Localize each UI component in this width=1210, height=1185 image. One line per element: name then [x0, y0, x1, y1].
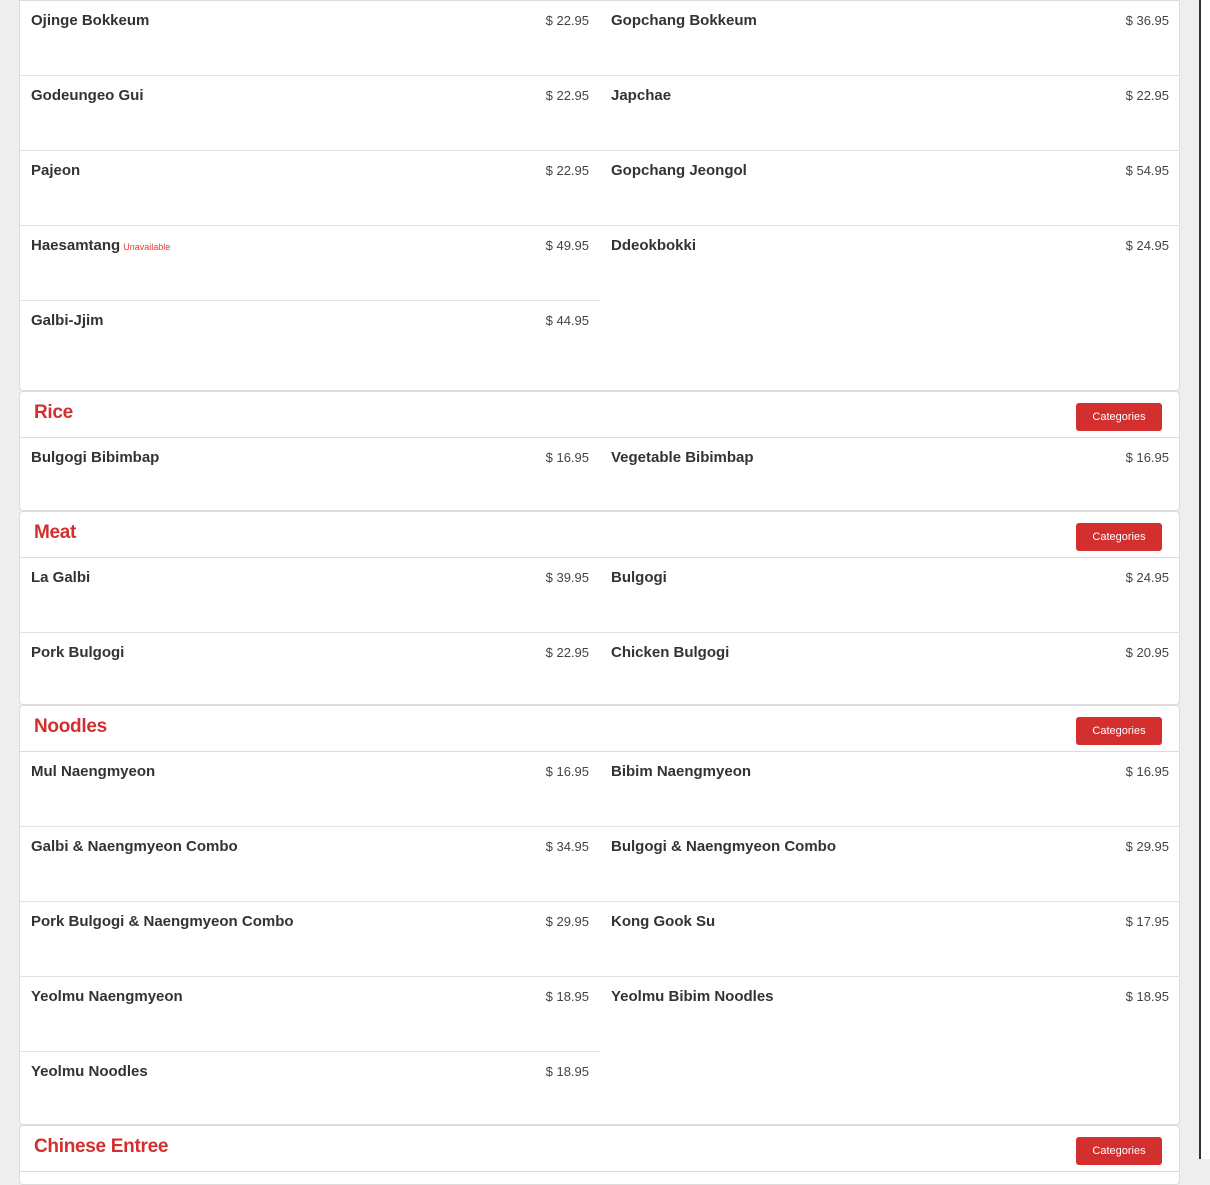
- item-name: [611, 162, 747, 179]
- page-right-margin: [1201, 0, 1210, 1159]
- item-name: [611, 838, 836, 855]
- item-price: $ 18.95: [545, 989, 589, 1004]
- item-name: [611, 12, 757, 29]
- item-name-text: Ojinge Bokkeum: [31, 12, 150, 29]
- item-price: $ 17.95: [1125, 914, 1169, 929]
- item-name: [611, 569, 667, 586]
- categories-button[interactable]: Categories: [1076, 1137, 1162, 1165]
- item-name: [31, 988, 183, 1005]
- categories-button[interactable]: Categories: [1076, 523, 1162, 551]
- menu-item[interactable]: [600, 1, 1180, 76]
- item-price: $ 22.95: [545, 163, 589, 178]
- item-price: $ 49.95: [545, 238, 589, 253]
- item-name-text: Bibim Naengmyeon: [611, 763, 752, 780]
- section-title: Rice: [34, 402, 73, 423]
- item-price: $ 18.95: [545, 1064, 589, 1079]
- item-name-text: Kong Gook Su: [611, 913, 716, 930]
- menu-section-chinese-entree: [19, 1125, 1180, 1185]
- item-name: [31, 449, 159, 466]
- item-name-text: Vegetable Bibimbap: [611, 449, 754, 466]
- menu-item[interactable]: [600, 827, 1180, 902]
- item-name-text: Gopchang Bokkeum: [611, 12, 757, 29]
- item-name: [611, 449, 754, 466]
- menu-item[interactable]: [20, 226, 600, 301]
- item-name: [31, 312, 104, 329]
- section-title: Meat: [34, 522, 77, 543]
- item-price: $ 22.95: [1125, 88, 1169, 103]
- item-price: $ 29.95: [1125, 839, 1169, 854]
- item-name-text: Bulgogi: [611, 569, 667, 586]
- section-title: Chinese Entree: [34, 1136, 169, 1157]
- item-name: [31, 12, 149, 29]
- item-price: $ 22.95: [545, 13, 589, 28]
- item-name: [31, 237, 170, 254]
- menu-item[interactable]: [20, 633, 600, 708]
- item-price: $ 54.95: [1125, 163, 1169, 178]
- item-price: $ 29.95: [545, 914, 589, 929]
- menu-item[interactable]: [600, 558, 1180, 633]
- item-price: $ 44.95: [545, 313, 589, 328]
- section-header: [20, 706, 1179, 752]
- item-name: [31, 838, 238, 855]
- menu-item[interactable]: [20, 977, 600, 1052]
- item-name: [31, 913, 294, 930]
- item-name: [31, 569, 90, 586]
- item-name-text: Pork Bulgogi: [31, 644, 125, 661]
- item-name-text: Yeolmu Naengmyeon: [31, 988, 183, 1005]
- menu-item[interactable]: [20, 76, 600, 151]
- item-name: [31, 644, 124, 661]
- item-name-text: Ddeokbokki: [611, 237, 697, 254]
- item-price: $ 16.95: [1125, 764, 1169, 779]
- item-name-text: Pajeon: [31, 162, 81, 179]
- item-name-text: Bulgogi & Naengmyeon Combo: [611, 838, 836, 855]
- item-name-text: Chicken Bulgogi: [611, 644, 730, 661]
- menu-item[interactable]: [20, 1052, 600, 1127]
- item-name-text: Godeungeo Gui: [31, 87, 144, 104]
- menu-item[interactable]: [600, 438, 1180, 513]
- menu-item[interactable]: [600, 76, 1180, 151]
- item-name: [611, 87, 671, 104]
- item-name: [31, 162, 80, 179]
- item-name-text: Japchae: [611, 87, 672, 104]
- item-name-text: Galbi-Jjim: [31, 312, 104, 329]
- item-name: [611, 644, 729, 661]
- item-name-text: Yeolmu Bibim Noodles: [611, 988, 774, 1005]
- item-name-text: Bulgogi Bibimbap: [31, 449, 160, 466]
- menu-item[interactable]: [600, 977, 1180, 1052]
- unavailable-badge: Unavailable: [123, 242, 171, 252]
- menu-item[interactable]: [20, 902, 600, 977]
- item-price: $ 16.95: [545, 764, 589, 779]
- item-name-text: Galbi & Naengmyeon Combo: [31, 838, 238, 855]
- item-name: [611, 237, 696, 254]
- menu-section-meat: [19, 511, 1180, 705]
- item-price: $ 34.95: [545, 839, 589, 854]
- menu-section-rice: [19, 391, 1180, 511]
- menu-item[interactable]: [20, 438, 600, 513]
- item-price: $ 16.95: [1125, 450, 1169, 465]
- item-price: $ 36.95: [1125, 13, 1169, 28]
- menu-item[interactable]: [600, 752, 1180, 827]
- menu-item[interactable]: [600, 226, 1180, 301]
- item-name: [611, 763, 751, 780]
- item-name-text: Gopchang Jeongol: [611, 162, 747, 179]
- item-name: [611, 913, 715, 930]
- item-name: [31, 87, 144, 104]
- item-price: $ 18.95: [1125, 989, 1169, 1004]
- item-name-text: Pork Bulgogi & Naengmyeon Combo: [31, 913, 294, 930]
- menu-section-noodles: [19, 705, 1180, 1125]
- item-name: [611, 988, 774, 1005]
- item-price: $ 24.95: [1125, 238, 1169, 253]
- menu-section-chefs-special: [19, 0, 1180, 391]
- menu-item[interactable]: [20, 301, 600, 376]
- menu-item[interactable]: [600, 633, 1180, 708]
- item-price: $ 16.95: [545, 450, 589, 465]
- item-name: [31, 1063, 148, 1080]
- menu-item[interactable]: [600, 151, 1180, 226]
- item-price: $ 24.95: [1125, 570, 1169, 585]
- item-name-text: Mul Naengmyeon: [31, 763, 156, 780]
- item-name-text: La Galbi: [31, 569, 91, 586]
- item-name-text: Yeolmu Noodles: [31, 1063, 148, 1080]
- menu-item[interactable]: [20, 827, 600, 902]
- item-price: $ 20.95: [1125, 645, 1169, 660]
- item-name: [31, 763, 155, 780]
- item-price: $ 22.95: [545, 645, 589, 660]
- menu-item[interactable]: [600, 902, 1180, 977]
- section-header: [20, 1126, 1179, 1172]
- section-title: Noodles: [34, 716, 107, 737]
- item-price: $ 22.95: [545, 88, 589, 103]
- item-price: $ 39.95: [545, 570, 589, 585]
- section-header: [20, 392, 1179, 438]
- item-name-text: Haesamtang: [31, 237, 121, 254]
- menu-item[interactable]: [20, 151, 600, 226]
- section-header: [20, 512, 1179, 558]
- menu-item[interactable]: [20, 752, 600, 827]
- categories-button[interactable]: Categories: [1076, 717, 1162, 745]
- categories-button[interactable]: Categories: [1076, 403, 1162, 431]
- menu-item[interactable]: [20, 1, 600, 76]
- menu-item[interactable]: [20, 558, 600, 633]
